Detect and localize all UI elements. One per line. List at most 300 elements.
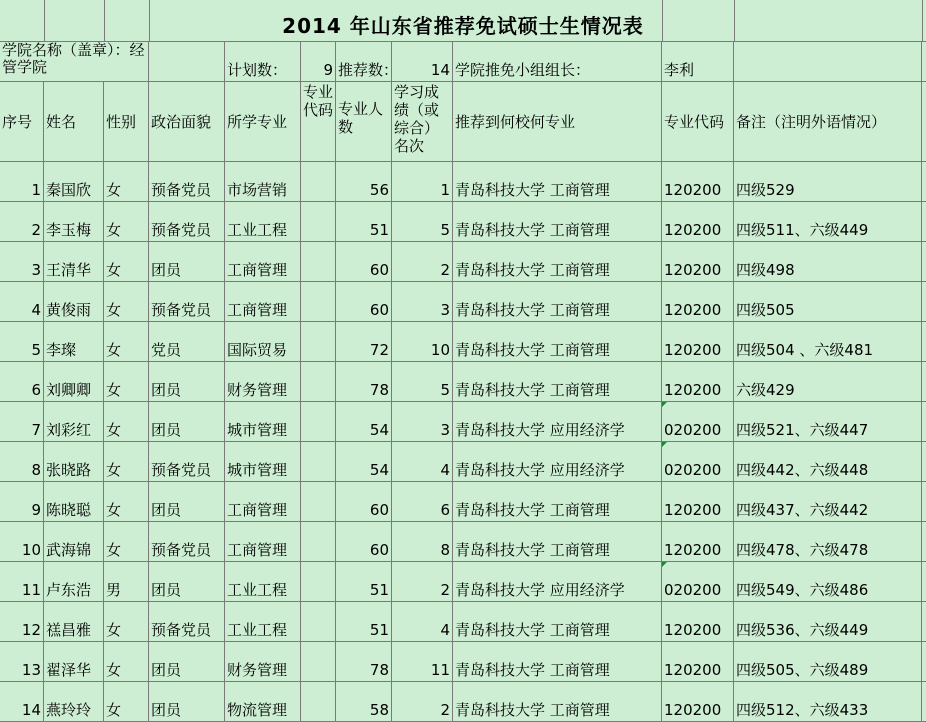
major-count: 60: [369, 301, 389, 319]
political-status-cell[interactable]: [149, 362, 225, 402]
major-count-cell[interactable]: [336, 642, 392, 682]
edge-cell-cell: [922, 202, 926, 242]
major-cell[interactable]: [225, 202, 301, 242]
table-row: [0, 682, 926, 722]
major-code-cell[interactable]: [301, 202, 336, 242]
note-cell[interactable]: [734, 362, 922, 402]
recommend-label-cell[interactable]: [336, 42, 399, 82]
major-count: 78: [369, 381, 389, 399]
row-number: 6: [31, 381, 41, 399]
row-number: 2: [31, 221, 41, 239]
major-cell[interactable]: [225, 282, 301, 322]
recommended-target-cell[interactable]: [453, 362, 662, 402]
row-number-cell[interactable]: [0, 522, 44, 562]
note-cell[interactable]: [734, 602, 922, 642]
note-cell[interactable]: [734, 442, 922, 482]
row-number: 9: [31, 501, 41, 519]
gender: 女: [106, 701, 122, 719]
gender-cell[interactable]: [104, 682, 149, 722]
major: 物流管理: [227, 701, 288, 719]
recommended-target: 青岛科技大学 工商管理: [455, 621, 610, 639]
edge-cell-cell: [922, 282, 926, 322]
rank-cell[interactable]: [392, 602, 453, 642]
rank-cell[interactable]: [392, 202, 453, 242]
major-cell[interactable]: [225, 242, 301, 282]
target-code: 020200: [664, 461, 722, 479]
political-status: 团员: [151, 661, 182, 679]
target-code-cell[interactable]: [662, 202, 734, 242]
major: 财务管理: [227, 381, 288, 399]
header-rank[interactable]: 学习成绩（或综合）名次: [392, 82, 453, 162]
rank: 4: [440, 461, 450, 479]
student-name: 王清华: [46, 261, 92, 279]
recommended-target: 青岛科技大学 工商管理: [455, 301, 610, 319]
student-name-cell[interactable]: [44, 602, 104, 642]
major-count-cell[interactable]: [336, 682, 392, 722]
student-name-cell[interactable]: [44, 322, 104, 362]
major-cell[interactable]: [225, 322, 301, 362]
recommended-target: 青岛科技大学 工商管理: [455, 381, 610, 399]
student-name: 卢东浩: [46, 581, 92, 599]
empty-cell[interactable]: [149, 42, 225, 82]
student-name-cell[interactable]: [44, 442, 104, 482]
recommended-target: 青岛科技大学 工商管理: [455, 261, 610, 279]
empty-cell[interactable]: [734, 42, 922, 82]
note-cell[interactable]: [734, 322, 922, 362]
table-row: [0, 202, 926, 242]
rank-cell[interactable]: [392, 682, 453, 722]
target-code-cell[interactable]: [662, 322, 734, 362]
major-cell[interactable]: [225, 402, 301, 442]
edge-cell-cell: [922, 522, 926, 562]
leader-value: 李利: [664, 61, 695, 79]
major-cell[interactable]: [225, 602, 301, 642]
recommended-target-cell[interactable]: [453, 602, 662, 642]
table-row: [0, 642, 926, 682]
student-name: 燕玲玲: [46, 701, 92, 719]
political-status-cell[interactable]: [149, 482, 225, 522]
student-name-cell[interactable]: [44, 682, 104, 722]
row-number-cell[interactable]: [0, 242, 44, 282]
header-target-code[interactable]: 专业代码: [662, 82, 734, 162]
rank: 5: [440, 381, 450, 399]
major-cell[interactable]: [225, 562, 301, 602]
recommended-target-cell[interactable]: [453, 402, 662, 442]
student-name: 刘彩红: [46, 421, 92, 439]
target-code-cell[interactable]: [662, 242, 734, 282]
recommended-target-cell[interactable]: [453, 162, 662, 202]
political-status: 预备党员: [151, 621, 212, 639]
gender-cell[interactable]: [104, 402, 149, 442]
info-row: [0, 42, 926, 82]
political-status: 团员: [151, 581, 182, 599]
major-cell[interactable]: [225, 482, 301, 522]
major-count: 58: [369, 701, 389, 719]
major-count: 51: [369, 581, 389, 599]
note: 四级511、六级449: [736, 221, 869, 239]
header-major-count[interactable]: 专业人数: [336, 82, 392, 162]
political-status-cell[interactable]: [149, 202, 225, 242]
political-status-cell[interactable]: [149, 562, 225, 602]
row-number-cell[interactable]: [0, 562, 44, 602]
recommended-target-cell[interactable]: [453, 282, 662, 322]
target-code-cell[interactable]: [662, 682, 734, 722]
rank-cell[interactable]: [392, 162, 453, 202]
major-count: 60: [369, 541, 389, 559]
major-count-cell[interactable]: [336, 282, 392, 322]
gender: 女: [106, 421, 122, 439]
gender: 女: [106, 261, 122, 279]
student-name-cell[interactable]: [44, 482, 104, 522]
note-cell[interactable]: [734, 202, 922, 242]
target-code-cell[interactable]: [662, 162, 734, 202]
student-name: 秦国欣: [46, 181, 92, 199]
recommend-label: 推荐数：: [338, 61, 399, 79]
edge-cell: [922, 82, 926, 162]
target-code-cell[interactable]: [662, 482, 734, 522]
major: 市场营销: [227, 181, 288, 199]
gender-cell[interactable]: [104, 322, 149, 362]
header-target[interactable]: 推荐到何校何专业: [453, 82, 662, 162]
rank-cell[interactable]: [392, 562, 453, 602]
rank-cell[interactable]: [392, 242, 453, 282]
major-cell[interactable]: [225, 642, 301, 682]
recommended-target-cell[interactable]: [453, 202, 662, 242]
header-major[interactable]: 所学专业: [225, 82, 301, 162]
note-cell[interactable]: [734, 162, 922, 202]
rank: 2: [440, 701, 450, 719]
note-cell[interactable]: [734, 482, 922, 522]
note-cell[interactable]: [734, 562, 922, 602]
row-number: 11: [21, 581, 41, 599]
rank-cell[interactable]: [392, 362, 453, 402]
major-count: 78: [369, 661, 389, 679]
rank-cell[interactable]: [392, 402, 453, 442]
major: 财务管理: [227, 661, 288, 679]
student-name: 李玉梅: [46, 221, 92, 239]
major-count-cell[interactable]: [336, 442, 392, 482]
major-code-cell[interactable]: [301, 362, 336, 402]
row-number-cell[interactable]: [0, 202, 44, 242]
table-row: [0, 522, 926, 562]
gender-cell[interactable]: [104, 522, 149, 562]
recommended-target-cell[interactable]: [453, 442, 662, 482]
edge-cell-cell: [922, 162, 926, 202]
gender-cell[interactable]: [104, 162, 149, 202]
note-cell[interactable]: [734, 242, 922, 282]
note: 四级505、六级489: [736, 661, 869, 679]
recommend-value: 14: [430, 61, 450, 79]
rank: 11: [430, 661, 450, 679]
major-code-cell[interactable]: [301, 322, 336, 362]
target-code-cell[interactable]: [662, 602, 734, 642]
row-number-cell[interactable]: [0, 322, 44, 362]
college-name-cell[interactable]: 学院名称（盖章）：经管学院: [0, 42, 149, 82]
student-name: 陈晓聪: [46, 501, 92, 519]
note: 四级529: [736, 181, 795, 199]
student-name-cell[interactable]: [44, 202, 104, 242]
gender-cell[interactable]: [104, 282, 149, 322]
row-number-cell[interactable]: [0, 282, 44, 322]
gender-cell[interactable]: [104, 482, 149, 522]
major-count-cell[interactable]: [336, 562, 392, 602]
rank-cell[interactable]: [392, 482, 453, 522]
political-status-cell[interactable]: [149, 402, 225, 442]
student-name-cell[interactable]: [44, 562, 104, 602]
student-name: 禚昌雅: [46, 621, 92, 639]
major-code-cell[interactable]: [301, 682, 336, 722]
major-count-cell[interactable]: [336, 402, 392, 442]
target-code-cell[interactable]: [662, 522, 734, 562]
recommended-target: 青岛科技大学 工商管理: [455, 341, 610, 359]
row-number-cell[interactable]: [0, 682, 44, 722]
row-number-cell[interactable]: [0, 442, 44, 482]
political-status-cell[interactable]: [149, 322, 225, 362]
note-cell[interactable]: [734, 682, 922, 722]
major-code-cell[interactable]: [301, 442, 336, 482]
row-number-cell[interactable]: [0, 602, 44, 642]
recommended-target-cell[interactable]: [453, 642, 662, 682]
target-code-cell[interactable]: [662, 402, 734, 442]
recommended-target: 青岛科技大学 工商管理: [455, 501, 610, 519]
recommend-value-cell[interactable]: [392, 42, 453, 82]
student-name-cell[interactable]: [44, 642, 104, 682]
header-gender[interactable]: 性别: [104, 82, 149, 162]
major-count-cell[interactable]: [336, 322, 392, 362]
target-code: 120200: [664, 181, 722, 199]
recommended-target-cell[interactable]: [453, 562, 662, 602]
row-number-cell[interactable]: [0, 482, 44, 522]
recommended-target: 青岛科技大学 应用经济学: [455, 581, 625, 599]
major-count-cell[interactable]: [336, 362, 392, 402]
major: 国际贸易: [227, 341, 288, 359]
major-count-cell[interactable]: [336, 482, 392, 522]
table-row: [0, 482, 926, 522]
rank-cell[interactable]: [392, 322, 453, 362]
student-name: 武海锦: [46, 541, 92, 559]
major-code-cell[interactable]: [301, 562, 336, 602]
rank-cell[interactable]: [392, 282, 453, 322]
target-code: 120200: [664, 501, 722, 519]
row-number: 14: [21, 701, 41, 719]
gender-cell[interactable]: [104, 602, 149, 642]
gender-cell[interactable]: [104, 442, 149, 482]
political-status: 团员: [151, 701, 182, 719]
student-name-cell[interactable]: [44, 162, 104, 202]
major-count: 60: [369, 261, 389, 279]
table-row: [0, 242, 926, 282]
cell-warning-marker: [662, 402, 667, 407]
political-status: 预备党员: [151, 301, 212, 319]
target-code-cell[interactable]: [662, 562, 734, 602]
major-code-cell[interactable]: [301, 282, 336, 322]
table-row: [0, 442, 926, 482]
note-cell[interactable]: [734, 402, 922, 442]
leader-label-cell[interactable]: [453, 42, 662, 82]
major-count: 72: [369, 341, 389, 359]
major: 工商管理: [227, 501, 288, 519]
major-code-cell[interactable]: [301, 602, 336, 642]
target-code: 120200: [664, 381, 722, 399]
table-row: [0, 402, 926, 442]
major-count: 51: [369, 221, 389, 239]
rank: 5: [440, 221, 450, 239]
target-code: 120200: [664, 541, 722, 559]
political-status: 预备党员: [151, 181, 212, 199]
political-status-cell[interactable]: [149, 442, 225, 482]
target-code: 120200: [664, 701, 722, 719]
major-cell[interactable]: [225, 682, 301, 722]
student-name: 张晓路: [46, 461, 92, 479]
gender: 女: [106, 541, 122, 559]
note-cell[interactable]: [734, 642, 922, 682]
recommended-target: 青岛科技大学 工商管理: [455, 181, 610, 199]
gender-cell[interactable]: [104, 562, 149, 602]
target-code: 120200: [664, 621, 722, 639]
major-code-cell[interactable]: [301, 522, 336, 562]
title-row: [0, 0, 926, 42]
student-name: 刘卿卿: [46, 381, 92, 399]
header-no[interactable]: 序号: [0, 82, 44, 162]
student-name-cell[interactable]: [44, 362, 104, 402]
political-status: 预备党员: [151, 221, 212, 239]
major-count-cell[interactable]: [336, 242, 392, 282]
edge-cell: [922, 42, 926, 82]
rank-cell[interactable]: [392, 522, 453, 562]
recommended-target: 青岛科技大学 工商管理: [455, 541, 610, 559]
note-cell[interactable]: [734, 282, 922, 322]
gender-cell[interactable]: [104, 362, 149, 402]
rank-cell[interactable]: [392, 442, 453, 482]
recommended-target: 青岛科技大学 工商管理: [455, 701, 610, 719]
major-code-cell[interactable]: [301, 162, 336, 202]
political-status-cell[interactable]: [149, 682, 225, 722]
header-name[interactable]: 姓名: [44, 82, 104, 162]
gender-cell[interactable]: [104, 202, 149, 242]
note-cell[interactable]: [734, 522, 922, 562]
student-name: 黄俊雨: [46, 301, 92, 319]
rank: 3: [440, 301, 450, 319]
student-name: 李璨: [46, 341, 77, 359]
political-status-cell[interactable]: [149, 242, 225, 282]
major-cell[interactable]: [225, 162, 301, 202]
major: 城市管理: [227, 421, 288, 439]
major-cell[interactable]: [225, 442, 301, 482]
plan-label-cell[interactable]: [225, 42, 301, 82]
target-code: 120200: [664, 661, 722, 679]
political-status: 党员: [151, 341, 182, 359]
major-count-cell[interactable]: [336, 522, 392, 562]
recommended-target-cell[interactable]: [453, 522, 662, 562]
gender: 女: [106, 501, 122, 519]
target-code: 120200: [664, 221, 722, 239]
major-count-cell[interactable]: [336, 602, 392, 642]
edge-cell-cell: [922, 482, 926, 522]
political-status-cell[interactable]: [149, 602, 225, 642]
political-status-cell[interactable]: [149, 522, 225, 562]
major-code-cell[interactable]: [301, 482, 336, 522]
target-code-cell[interactable]: [662, 442, 734, 482]
recommended-target-cell[interactable]: [453, 682, 662, 722]
edge-cell-cell: [922, 642, 926, 682]
header-political[interactable]: 政治面貌: [149, 82, 225, 162]
row-number-cell[interactable]: [0, 162, 44, 202]
major-count-cell[interactable]: [336, 162, 392, 202]
target-code-cell[interactable]: [662, 642, 734, 682]
row-number: 1: [31, 181, 41, 199]
major-code-cell[interactable]: [301, 242, 336, 282]
note: 四级478、六级478: [736, 541, 869, 559]
major-count-cell[interactable]: [336, 202, 392, 242]
rank-cell[interactable]: [392, 642, 453, 682]
major: 工业工程: [227, 621, 288, 639]
note: 四级512、六级433: [736, 701, 869, 719]
note: 四级437、六级442: [736, 501, 869, 519]
recommended-target: 青岛科技大学 应用经济学: [455, 461, 625, 479]
major-cell[interactable]: [225, 362, 301, 402]
political-status: 预备党员: [151, 461, 212, 479]
row-number: 5: [31, 341, 41, 359]
row-number: 4: [31, 301, 41, 319]
row-number-cell[interactable]: [0, 642, 44, 682]
recommended-target-cell[interactable]: [453, 242, 662, 282]
student-name-cell[interactable]: [44, 522, 104, 562]
gender-cell[interactable]: [104, 242, 149, 282]
political-status-cell[interactable]: [149, 282, 225, 322]
student-name-cell[interactable]: [44, 242, 104, 282]
plan-value-cell[interactable]: [301, 42, 336, 82]
target-code: 120200: [664, 341, 722, 359]
edge-cell-cell: [922, 362, 926, 402]
student-name-cell[interactable]: [44, 402, 104, 442]
gender: 女: [106, 181, 122, 199]
row-number: 12: [21, 621, 41, 639]
target-code: 020200: [664, 421, 722, 439]
political-status-cell[interactable]: [149, 162, 225, 202]
edge-cell-cell: [922, 682, 926, 722]
major-code-cell[interactable]: [301, 642, 336, 682]
leader-value-cell[interactable]: [662, 42, 734, 82]
page-title[interactable]: 2014 年山东省推荐免试硕士生情况表: [282, 14, 644, 38]
target-code-cell[interactable]: [662, 362, 734, 402]
rank: 3: [440, 421, 450, 439]
political-status: 团员: [151, 261, 182, 279]
student-name-cell[interactable]: [44, 282, 104, 322]
table-row: [0, 602, 926, 642]
target-code-cell[interactable]: [662, 282, 734, 322]
note: 四级549、六级486: [736, 581, 869, 599]
gender: 女: [106, 341, 122, 359]
recommended-target: 青岛科技大学 工商管理: [455, 661, 610, 679]
row-number-cell[interactable]: [0, 362, 44, 402]
row-number-cell[interactable]: [0, 402, 44, 442]
header-note[interactable]: 备注（注明外语情况）: [734, 82, 922, 162]
header-major-code[interactable]: 专业代码: [301, 82, 336, 162]
recommended-target-cell[interactable]: [453, 482, 662, 522]
gender: 女: [106, 381, 122, 399]
major-code-cell[interactable]: [301, 402, 336, 442]
recommended-target-cell[interactable]: [453, 322, 662, 362]
rank: 10: [430, 341, 450, 359]
major: 工业工程: [227, 221, 288, 239]
gender: 女: [106, 221, 122, 239]
gender-cell[interactable]: [104, 642, 149, 682]
note: 六级429: [736, 381, 795, 399]
major-cell[interactable]: [225, 522, 301, 562]
political-status-cell[interactable]: [149, 642, 225, 682]
plan-value: 9: [323, 61, 333, 79]
gender: 女: [106, 301, 122, 319]
